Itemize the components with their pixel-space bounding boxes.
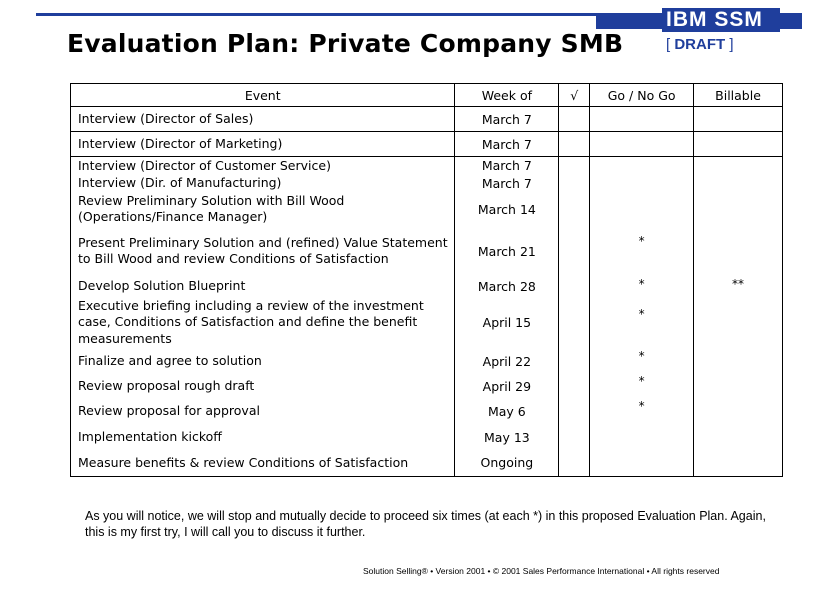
column-header-event: Event: [71, 84, 455, 107]
billable-cell: [694, 297, 783, 349]
go-cell: [590, 107, 694, 132]
table-row: [71, 349, 783, 374]
go-cell: [590, 175, 694, 193]
event-cell: Develop Solution Blueprint: [71, 277, 455, 297]
check-cell: [559, 399, 590, 425]
event-cell: Measure benefits & review Conditions of Satisfaction: [71, 450, 455, 477]
billable-cell: [694, 226, 783, 277]
closing-note: As you will notice, we will stop and mutually decide to proceed six times (at each *) in this proposed Evaluation Plan. Again, this is my first try, I will call you to discuss it further.: [85, 509, 766, 539]
week-cell: Ongoing: [455, 450, 559, 477]
draft-label: [ DRAFT ]: [666, 36, 734, 53]
go-cell: *: [590, 374, 694, 399]
check-cell: [559, 277, 590, 297]
column-header-go-no-go: Go / No Go: [590, 84, 694, 107]
copyright-footer: Solution Selling® • Version 2001 • © 2001 Sales Performance International • All rights reserved: [363, 566, 720, 576]
week-cell: May 13: [455, 425, 559, 450]
table-row: [71, 297, 783, 349]
billable-cell: [694, 193, 783, 226]
check-cell: [559, 132, 590, 157]
check-cell: [559, 374, 590, 399]
event-cell: Interview (Dir. of Manufacturing): [71, 175, 455, 193]
check-cell: [559, 349, 590, 374]
go-cell: *: [590, 277, 694, 297]
table-row: [71, 399, 783, 425]
table-header-row: [71, 84, 783, 107]
event-cell: Implementation kickoff: [71, 425, 455, 450]
table-row: [71, 450, 783, 477]
billable-cell: [694, 157, 783, 175]
event-cell: Review Preliminary Solution with Bill Wood (Operations/Finance Manager): [71, 193, 455, 226]
event-cell: Present Preliminary Solution and (refined) Value Statement to Bill Wood and review Conditions of Satisfaction: [71, 226, 455, 277]
go-cell: [590, 450, 694, 477]
go-cell: *: [590, 349, 694, 374]
billable-cell: [694, 107, 783, 132]
event-cell: Review proposal rough draft: [71, 374, 455, 399]
go-cell: [590, 157, 694, 175]
event-cell: Review proposal for approval: [71, 399, 455, 425]
event-cell: Interview (Director of Marketing): [71, 132, 455, 157]
week-cell: April 29: [455, 374, 559, 399]
check-cell: [559, 226, 590, 277]
table-row: [71, 175, 783, 193]
event-cell: Interview (Director of Customer Service): [71, 157, 455, 175]
table-row: [71, 157, 783, 175]
week-cell: March 7: [455, 107, 559, 132]
ibm-ssm-logo: IBM SSM: [662, 8, 780, 32]
evaluation-plan-table: [70, 83, 783, 477]
column-header-check: √: [559, 84, 590, 107]
billable-cell: [694, 450, 783, 477]
check-cell: [559, 425, 590, 450]
check-cell: [559, 107, 590, 132]
check-cell: [559, 157, 590, 175]
check-cell: [559, 193, 590, 226]
table-row: [71, 226, 783, 277]
week-cell: March 7: [455, 132, 559, 157]
week-cell: March 14: [455, 193, 559, 226]
billable-cell: [694, 374, 783, 399]
table-row: [71, 425, 783, 450]
check-cell: [559, 450, 590, 477]
week-cell: March 7: [455, 175, 559, 193]
event-cell: Finalize and agree to solution: [71, 349, 455, 374]
go-cell: [590, 193, 694, 226]
table-row: [71, 277, 783, 297]
week-cell: March 21: [455, 226, 559, 277]
billable-cell: [694, 425, 783, 450]
check-cell: [559, 297, 590, 349]
check-cell: [559, 175, 590, 193]
week-cell: March 7: [455, 157, 559, 175]
page-title: Evaluation Plan: Private Company SMB: [67, 29, 624, 58]
week-cell: April 15: [455, 297, 559, 349]
billable-cell: [694, 175, 783, 193]
column-header-week-of: Week of: [455, 84, 559, 107]
table-row: [71, 132, 783, 157]
week-cell: March 28: [455, 277, 559, 297]
table-row: [71, 193, 783, 226]
billable-cell: [694, 132, 783, 157]
week-cell: April 22: [455, 349, 559, 374]
go-cell: *: [590, 399, 694, 425]
billable-cell: [694, 349, 783, 374]
event-cell: Executive briefing including a review of the investment case, Conditions of Satisfaction and define the benefit measurements: [71, 297, 455, 349]
go-cell: *: [590, 297, 694, 349]
go-cell: *: [590, 226, 694, 277]
go-cell: [590, 132, 694, 157]
go-cell: [590, 425, 694, 450]
billable-cell: [694, 399, 783, 425]
table-row: [71, 374, 783, 399]
column-header-billable: Billable: [694, 84, 783, 107]
event-cell: Interview (Director of Sales): [71, 107, 455, 132]
table-row: [71, 107, 783, 132]
billable-cell: **: [694, 277, 783, 297]
week-cell: May 6: [455, 399, 559, 425]
